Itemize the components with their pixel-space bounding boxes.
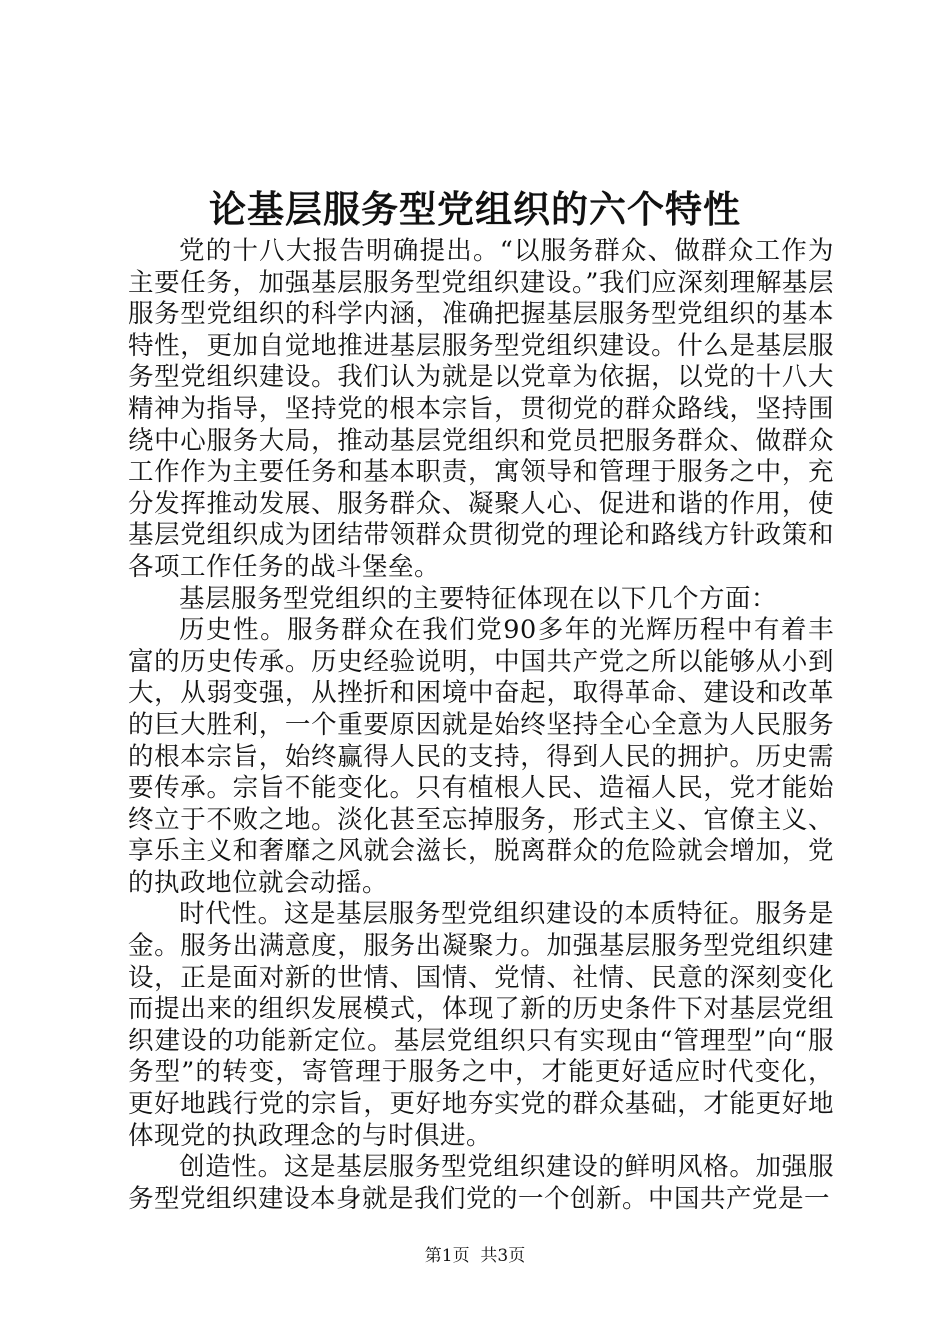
document-title: 论基层服务型党组织的六个特性	[209, 187, 741, 231]
document-body	[128, 236, 834, 1215]
paragraph-creativity: 创造性。这是基层服务型党组织建设的鲜明风格。加强服务型党组织建设本身就是我们党的一个创新。中国共产党是一	[128, 1152, 834, 1214]
paragraph-features-lead: 基层服务型党组织的主要特征体现在以下几个方面：	[179, 583, 778, 614]
page-footer	[0, 1245, 950, 1267]
paragraph-intro: 党的十八大报告明确提出。“以服务群众、做群众工作为主要任务，加强基层服务型党组织建设。”我们应深刻理解基层服务型党组织的科学内涵，准确把握基层服务型党组织的基本特性，更加自觉地推进基层服务型党组织建设。什么是基层服务型党组织建设。我们认为就是以党章为依据，以党的十八大精神为指导，坚持党的根本宗旨，贯彻党的群众路线，坚持围绕中心服务大局，推动基层党组织和党员把服务群众、做群众工作作为主要任务和基本职责，寓领导和管理于服务之中，充分发挥推动发展、服务群众、凝聚人心、促进和谐的作用，使基层党组织成为团结带领群众贯彻党的理论和路线方针政策和各项工作任务的战斗堡垒。	[128, 236, 834, 582]
page-number: 第1页	[424, 1246, 470, 1266]
paragraph-timeliness: 时代性。这是基层服务型党组织建设的本质特征。服务是金。服务出满意度，服务出凝聚力。加强基层服务型党组织建设，正是面对新的世情、国情、党情、社情、民意的深刻变化而提出来的组织发展模式，体现了新的历史条件下对基层党组织建设的功能新定位。基层党组织只有实现由“管理型”向“服务型”的转变，寄管理于服务之中，才能更好适应时代变化，更好地践行党的宗旨，更好地夯实党的群众基础，才能更好地体现党的执政理念的与时俱进。	[128, 899, 834, 1151]
page-total: 共3页	[480, 1246, 526, 1266]
paragraph-historicity: 历史性。服务群众在我们党90多年的光辉历程中有着丰富的历史传承。历史经验说明，中国共产党之所以能够从小到大，从弱变强，从挫折和困境中奋起，取得革命、建设和改革的巨大胜利，一个重要原因就是始终坚持全心全意为人民服务的根本宗旨，始终赢得人民的支持，得到人民的拥护。历史需要传承。宗旨不能变化。只有植根人民、造福人民，党才能始终立于不败之地。淡化甚至忘掉服务，形式主义、官僚主义、享乐主义和奢靡之风就会滋长，脱离群众的危险就会增加，党的执政地位就会动摇。	[128, 615, 834, 898]
